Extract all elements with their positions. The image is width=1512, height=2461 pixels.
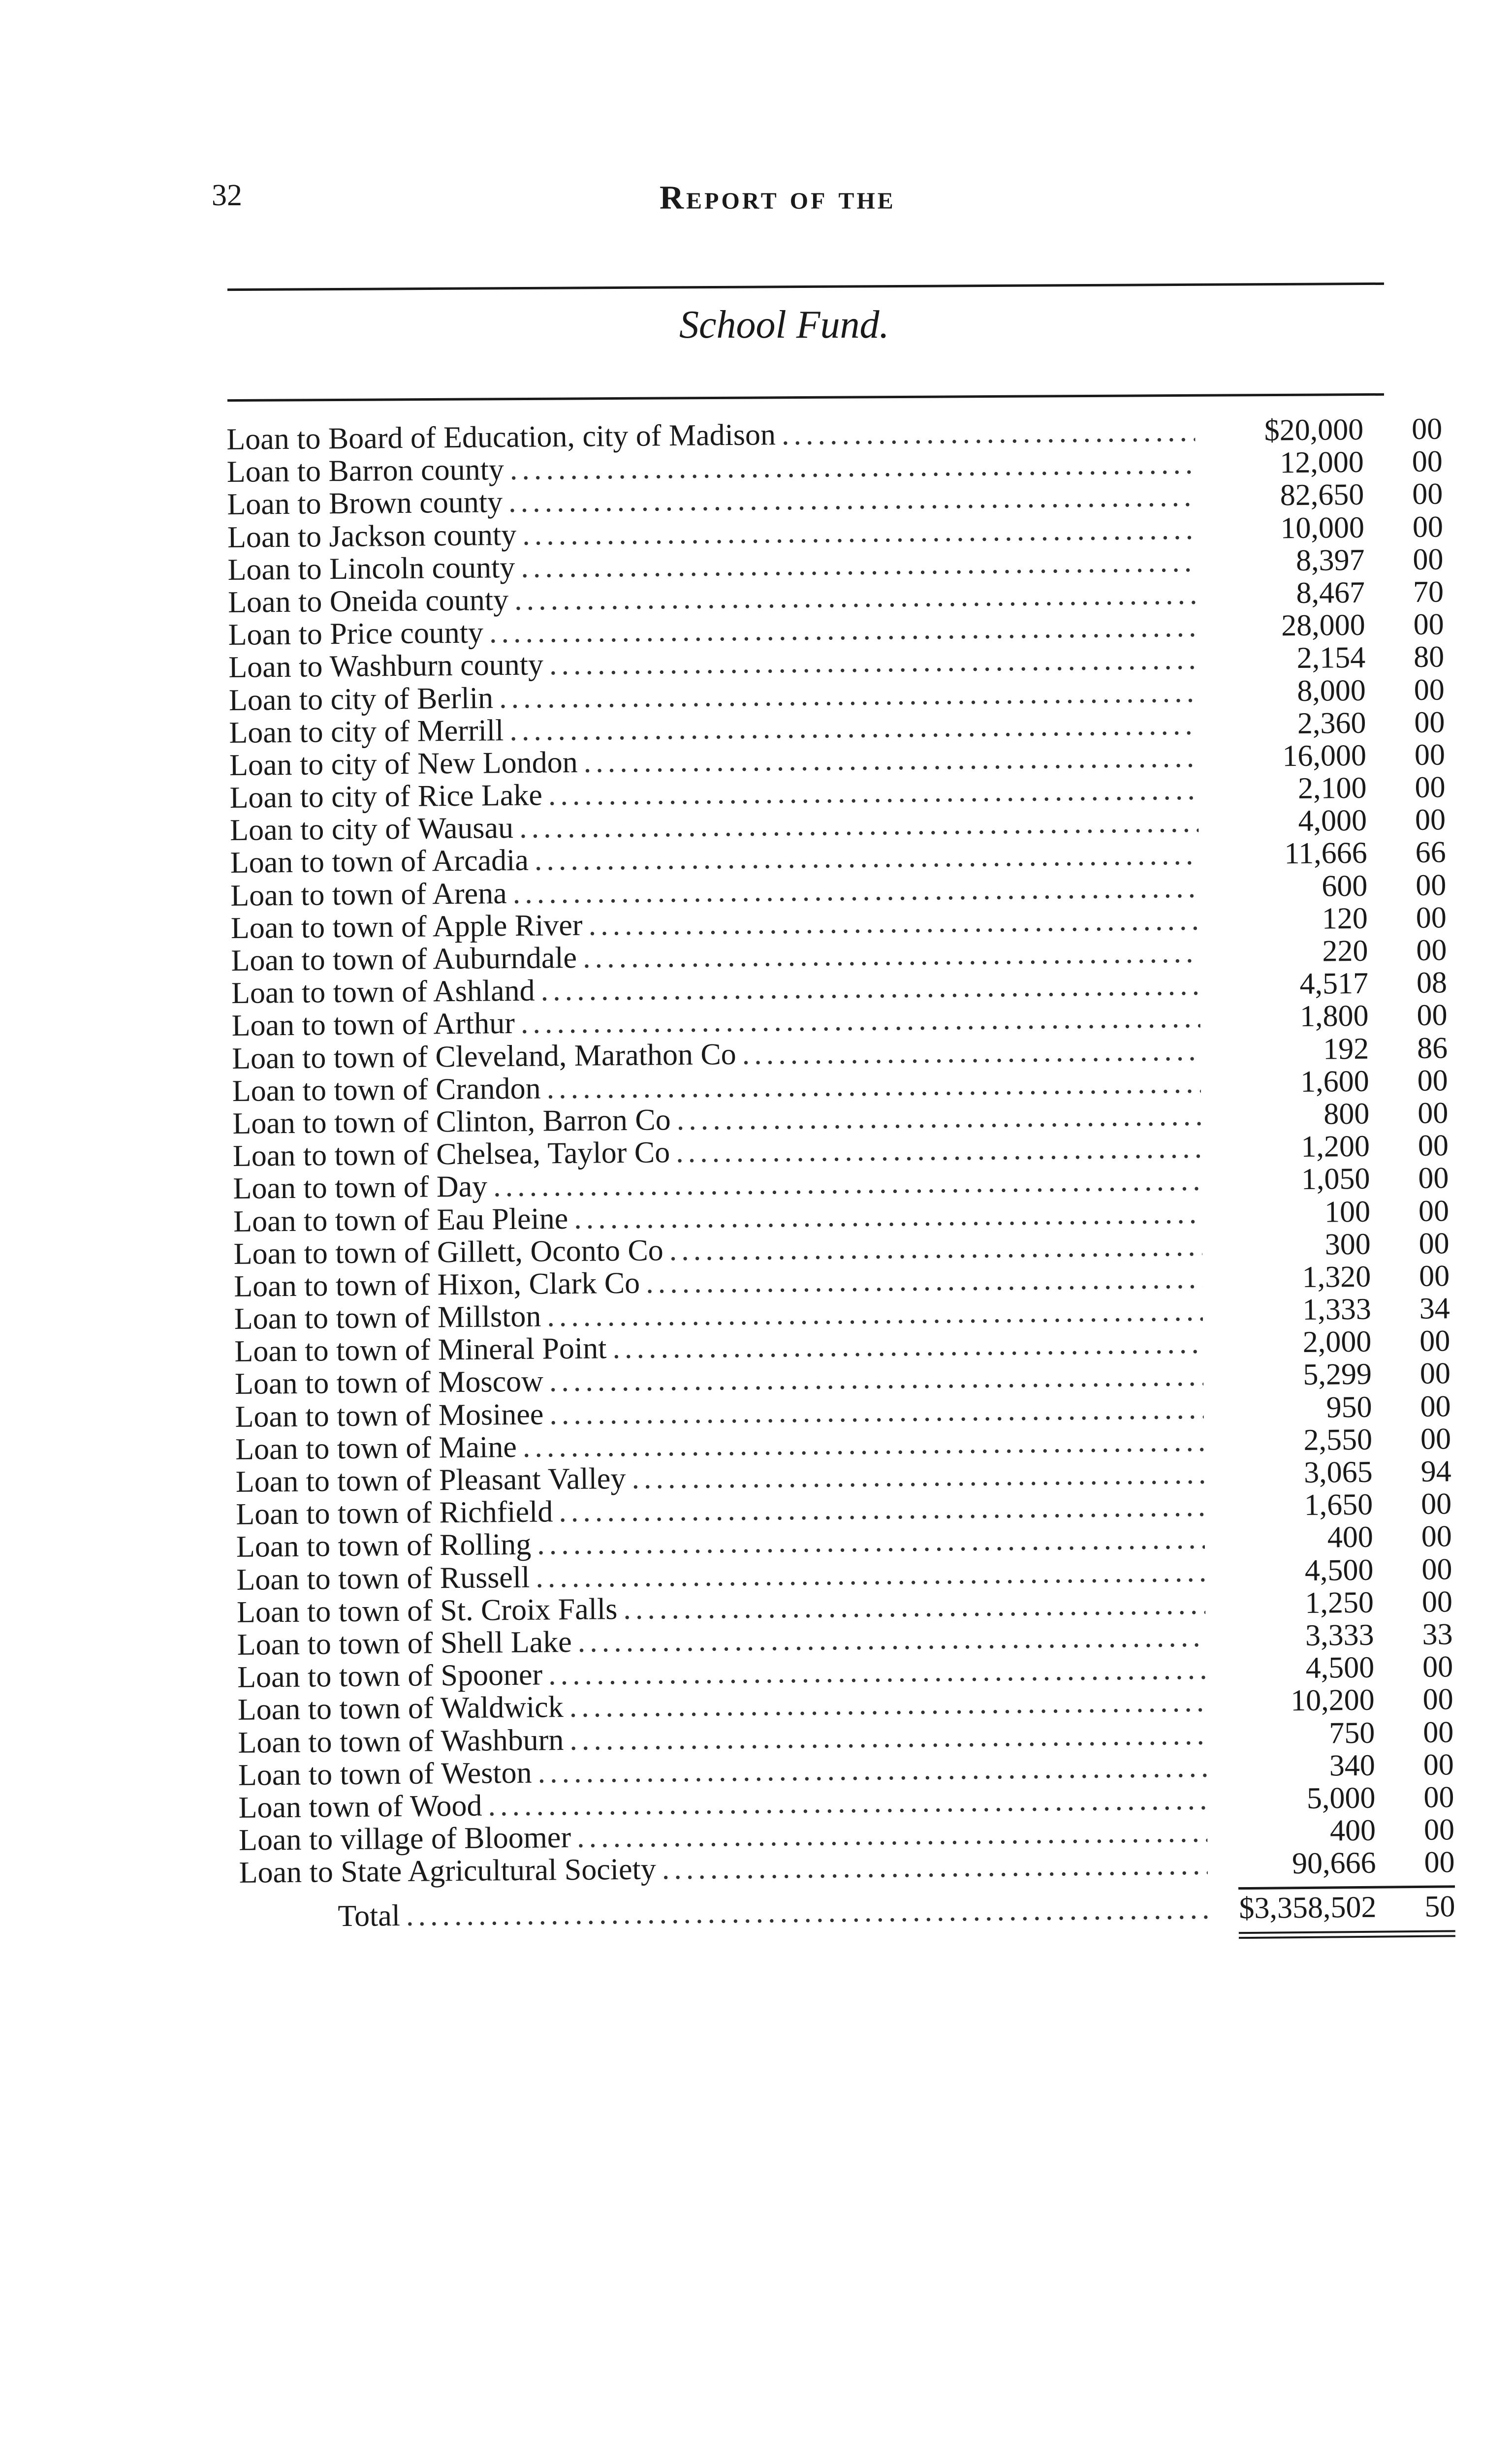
loan-label: Loan to Oneida county [227,583,509,619]
loan-label: Loan to town of Washburn [238,1723,564,1760]
dot-leader [583,741,1198,779]
loan-label: Loan to town of Shell Lake [237,1625,572,1662]
total-cents: 50 [1424,1890,1455,1924]
loan-cents: 00 [1415,868,1447,902]
running-head: Report of the [660,179,896,216]
dot-leader [569,1718,1207,1756]
loan-label: Loan to town of Hixon, Clark Co [234,1266,640,1303]
loan-dollars: 1,250 [1305,1585,1374,1620]
loan-dollars: 2,360 [1297,706,1366,740]
loan-label: Loan to Board of Education, city of Madison [226,418,776,456]
loan-cents: 00 [1420,1422,1451,1456]
loan-dollars: 120 [1322,901,1368,936]
dot-leader [623,1587,1205,1625]
dot-leader [676,1099,1201,1136]
loan-dollars: 1,200 [1301,1129,1370,1164]
loan-label: Loan to town of Mineral Point [234,1331,607,1369]
loan-dollars: 10,200 [1290,1683,1375,1718]
loan-label: Loan to town of Weston [238,1756,532,1792]
loan-dollars: 16,000 [1282,738,1367,773]
dot-leader [493,1164,1202,1203]
dot-leader [488,1783,1207,1822]
loan-dollars: 8,000 [1297,673,1366,708]
loan-cents: 00 [1412,444,1443,479]
loan-label: Loan to Jackson county [227,518,517,554]
total-block [239,1891,1455,1934]
loan-dollars: 2,154 [1296,641,1366,675]
loan-label: Loan to town of Day [233,1169,488,1206]
loan-dollars: 400 [1329,1813,1376,1848]
loan-cents: 00 [1419,1357,1451,1391]
loan-cents: 00 [1423,1715,1454,1749]
dot-leader [676,1132,1201,1168]
loan-cents: 00 [1416,901,1447,935]
loan-cents: 00 [1421,1585,1453,1619]
total-dollars: $3,358,502 [1239,1891,1377,1925]
loan-label: Loan to town of Maine [235,1430,517,1466]
loan-label: Loan to Brown county [227,485,503,522]
loan-label: Loan to State Agricultural Society [239,1852,657,1890]
dot-leader [549,1359,1204,1398]
loan-dollars: 100 [1324,1195,1371,1229]
dot-leader [569,1685,1206,1723]
loan-label: Loan to town of Mosinee [235,1397,544,1434]
loan-label: Loan to city of Merrill [229,713,504,750]
dot-leader [577,1816,1208,1854]
loan-cents: 00 [1421,1519,1452,1554]
loan-cents: 00 [1414,705,1445,739]
dot-leader [559,1490,1205,1528]
loan-cents: 00 [1421,1552,1452,1586]
loan-label: Loan to town of Arthur [231,1007,515,1043]
loan-label: Loan to town of Spooner [237,1658,543,1695]
loan-cents: 00 [1414,738,1446,772]
loan-dollars: 12,000 [1279,445,1364,480]
dot-leader [662,1848,1208,1886]
loan-cents: 00 [1414,672,1445,707]
dot-leader [523,1425,1204,1463]
loan-cents: 00 [1418,1161,1449,1196]
dot-leader [742,1034,1200,1070]
loan-label: Loan to town of Gillett, Oconto Co [233,1233,664,1271]
loan-cents: 00 [1423,1813,1455,1847]
loan-dollars: 1,333 [1302,1292,1372,1327]
loan-dollars: 600 [1321,869,1368,903]
loan-dollars: 950 [1326,1390,1372,1424]
dot-leader [499,675,1197,714]
dot-leader [510,447,1196,486]
loan-cents: 00 [1415,803,1446,837]
loan-dollars: 4,500 [1305,1650,1375,1685]
loan-label: Loan to city of New London [229,745,578,782]
loan-label: Loan to town of Ashland [231,974,535,1010]
total-row [239,1891,1455,1934]
loan-dollars: 8,397 [1295,543,1365,577]
dot-leader [522,512,1196,551]
loan-label: Loan to town of Eau Pleine [233,1201,568,1238]
dot-leader [521,1001,1200,1040]
loan-label: Loan to town of Chelsea, Taylor Co [232,1136,670,1173]
loan-cents: 00 [1419,1324,1450,1358]
loan-label: Loan to town of St. Croix Falls [236,1592,618,1629]
dot-leader [782,415,1196,451]
loan-label: Loan to town of Clinton, Barron Co [232,1103,671,1140]
dot-leader [512,871,1199,909]
loan-dollars: 800 [1323,1097,1370,1131]
dot-leader [537,1522,1205,1561]
loan-cents: 00 [1412,510,1444,544]
loan-dollars: 4,000 [1298,804,1367,838]
loan-label: Loan to town of Auburndale [231,941,577,978]
loan-dollars: 1,320 [1302,1260,1371,1294]
dot-leader [549,1392,1204,1430]
loan-dollars: 1,600 [1300,1064,1370,1099]
loan-dollars: 1,800 [1299,999,1369,1034]
dot-leader [588,904,1199,942]
loan-label: Loan town of Wood [238,1789,482,1825]
loan-label: Loan to city of Wausau [229,811,514,848]
loan-cents: 33 [1422,1617,1453,1651]
loan-dollars: 192 [1323,1032,1369,1066]
loan-dollars: 2,000 [1302,1325,1372,1359]
loan-dollars: 5,299 [1303,1357,1372,1392]
loan-label: Loan to Washburn county [228,648,544,685]
loan-label: Loan to city of Berlin [228,681,494,717]
loan-cents: 00 [1422,1650,1453,1684]
dot-leader [547,1294,1203,1333]
loan-dollars: 1,050 [1301,1162,1370,1197]
loan-cents: 00 [1422,1682,1454,1717]
loan-cents: 00 [1418,1194,1449,1228]
loan-dollars: 90,666 [1292,1846,1376,1881]
loan-cents: 00 [1415,770,1446,805]
dot-leader [631,1457,1204,1495]
dot-leader [406,1893,1208,1932]
loan-cents: 66 [1415,835,1446,870]
loan-dollars: 3,333 [1305,1618,1374,1652]
loan-cents: 00 [1418,1227,1449,1261]
loan-cents: 00 [1417,998,1448,1033]
loan-ledger [226,412,1455,1933]
dot-leader [514,578,1197,616]
double-rule [1239,1930,1455,1939]
loan-cents: 00 [1423,1780,1454,1814]
loan-cents: 00 [1417,1064,1449,1098]
loan-cents: 00 [1416,933,1447,967]
loan-cents: 00 [1420,1487,1452,1521]
dot-leader [519,806,1199,844]
loan-label: Loan to town of Pleasant Valley [235,1462,626,1499]
loan-dollars: 750 [1329,1716,1375,1750]
loan-label: Loan to town of Rolling [236,1528,532,1564]
loan-cents: 00 [1420,1389,1451,1423]
dot-leader [548,773,1198,812]
loan-dollars: 300 [1324,1227,1371,1262]
loan-dollars: 2,100 [1297,771,1367,806]
loan-cents: 70 [1413,575,1444,609]
loan-label: Loan to Price county [228,616,484,652]
loan-dollars: 1,650 [1304,1487,1373,1522]
dot-leader [489,610,1197,649]
dot-leader [521,545,1197,584]
loan-label: Loan to town of Crandon [232,1072,541,1108]
loan-label: Loan to Lincoln county [227,550,515,587]
loan-dollars: 82,650 [1280,478,1364,512]
loan-dollars: 8,467 [1296,575,1365,610]
loan-dollars: 220 [1322,934,1368,968]
loan-cents: 34 [1419,1292,1450,1325]
section-title: School Fund. [679,303,889,347]
loan-cents: 80 [1413,640,1445,674]
loan-label: Loan to Barron county [226,453,504,489]
dot-leader [540,969,1200,1007]
loan-dollars: 11,666 [1284,836,1368,871]
dot-leader [574,1197,1202,1234]
loan-dollars: 5,000 [1306,1781,1376,1815]
dot-leader [508,480,1196,518]
loan-dollars: 340 [1329,1748,1376,1783]
loan-label: Loan to village of Bloomer [238,1821,571,1857]
loan-label: Loan to town of Arcadia [230,844,529,880]
dot-leader [548,1653,1206,1691]
loan-dollars: $20,000 [1264,412,1364,447]
loan-cents: 00 [1412,477,1443,511]
loan-label: Loan to town of Moscow [234,1364,544,1401]
loan-cents: 94 [1420,1454,1451,1488]
loan-cents: 00 [1413,542,1444,576]
loan-rows [226,412,1455,1889]
dot-leader [549,643,1197,681]
loan-label: Loan to town of Arena [230,876,507,913]
loan-dollars: 3,065 [1303,1455,1373,1489]
loan-label: Loan to city of Rice Lake [229,778,543,815]
loan-label: Loan to town of Apple River [230,908,583,945]
dot-leader [509,708,1198,746]
loan-cents: 00 [1413,607,1444,642]
dot-leader [536,1555,1205,1593]
loan-label: Loan to town of Richfield [236,1495,553,1532]
loan-dollars: 400 [1327,1520,1374,1554]
loan-cents: 00 [1423,1748,1454,1782]
loan-cents: 00 [1418,1096,1449,1130]
loan-dollars: 28,000 [1281,608,1365,643]
loan-cents: 86 [1417,1031,1448,1065]
loan-label: Loan to town of Waldwick [237,1690,564,1727]
dot-leader [583,936,1200,974]
loan-cents: 08 [1416,966,1448,1000]
loan-dollars: 4,517 [1299,966,1369,1001]
loan-label: Loan to town of Russell [236,1560,530,1597]
total-label: Total [338,1899,401,1933]
header-rule [227,283,1384,291]
loan-cents: 00 [1418,1129,1449,1163]
dot-leader [535,838,1199,877]
loan-cents: 00 [1411,412,1443,446]
loan-cents: 00 [1418,1259,1450,1293]
dot-leader [546,1067,1201,1105]
loan-dollars: 4,500 [1304,1553,1374,1587]
loan-cents: 00 [1424,1845,1455,1880]
loan-label: Loan to town of Millston [234,1299,541,1336]
dot-leader [669,1229,1202,1266]
dot-leader [577,1620,1205,1658]
page-number: 32 [212,179,242,212]
loan-dollars: 10,000 [1280,510,1365,545]
dot-leader [646,1262,1203,1299]
dot-leader [612,1327,1203,1364]
section-rule [227,393,1384,402]
dot-leader [537,1750,1207,1789]
loan-label: Loan to town of Cleveland, Marathon Co [231,1037,737,1075]
sum-rule [1238,1886,1455,1890]
loan-dollars: 2,550 [1303,1422,1373,1457]
